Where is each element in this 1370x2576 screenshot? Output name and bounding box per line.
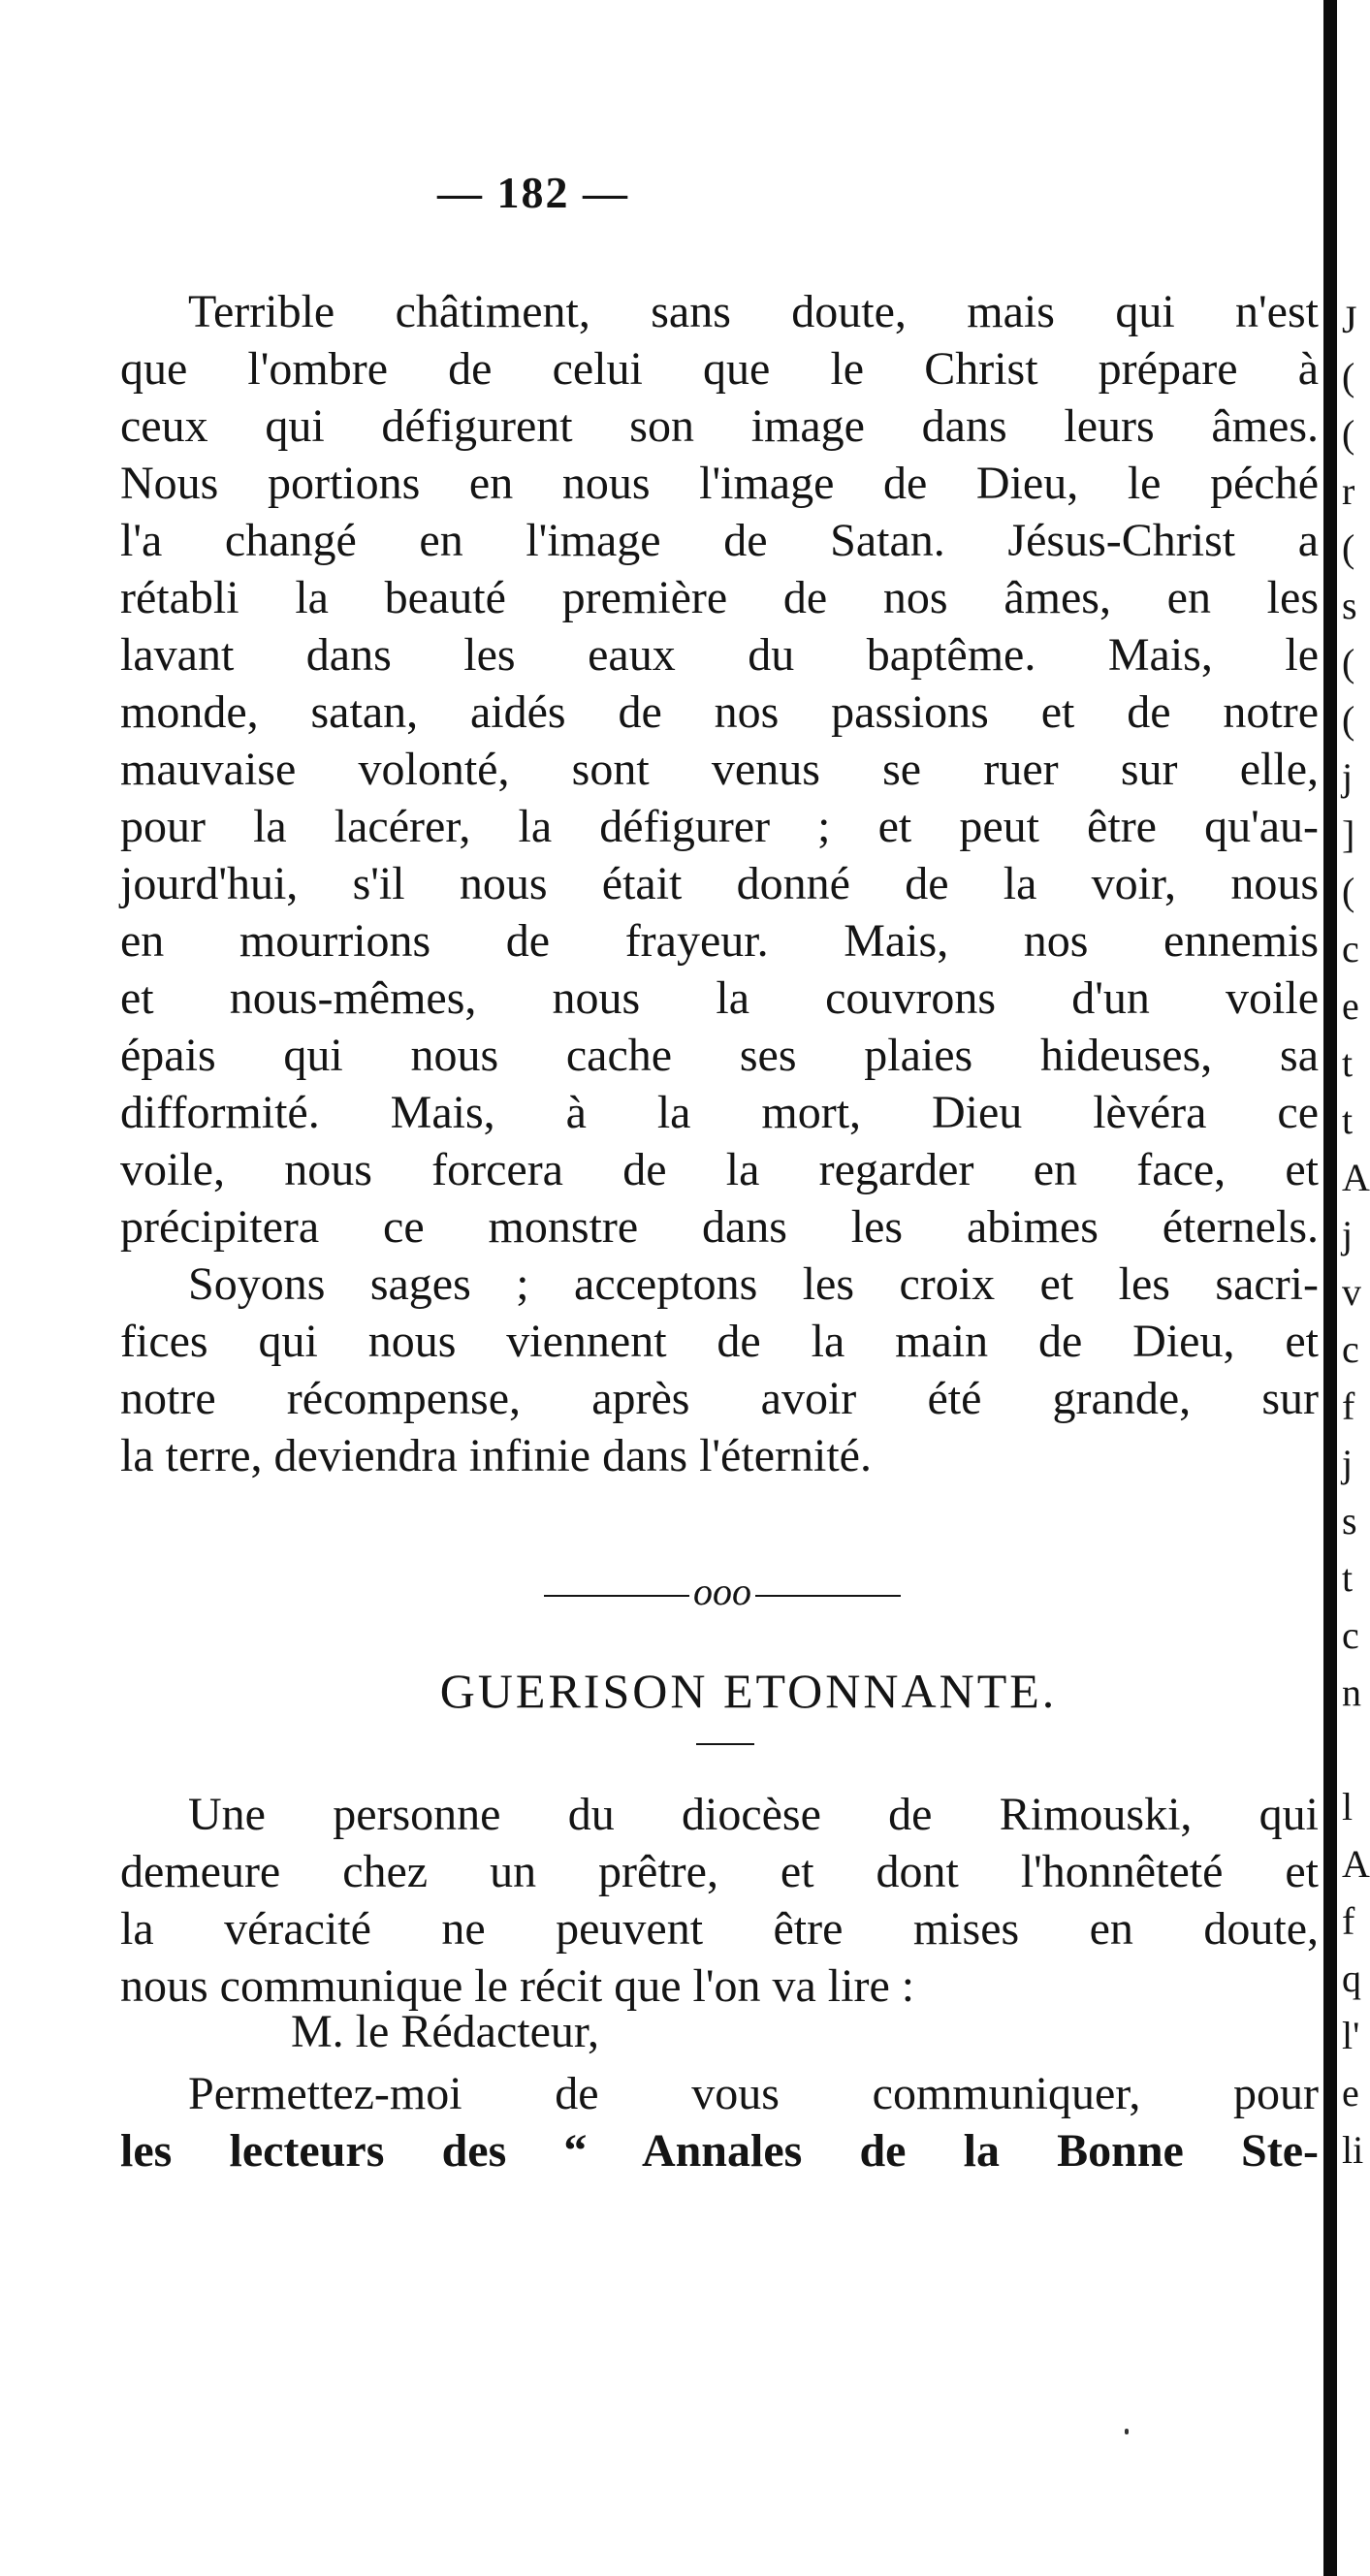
separator-rule-right <box>755 1595 901 1597</box>
text-line: Terrible châtiment, sans doute, mais qui n'est <box>188 286 1319 337</box>
edge-glyph: j <box>1342 755 1354 799</box>
text-line: jourd'hui, s'il nous était donné de la voir, nous <box>120 858 1319 909</box>
text-line: que l'ombre de celui que le Christ prépare à <box>120 343 1319 395</box>
edge-glyph: e <box>1342 2071 1359 2115</box>
edge-glyph: J <box>1342 298 1357 341</box>
edge-glyph: n <box>1342 1670 1361 1714</box>
text-line: les lecteurs des “ Annales de la Bonne Ste- <box>120 2125 1319 2177</box>
edge-glyph <box>1342 1721 1364 1778</box>
text-line: et nous-mêmes, nous la couvrons d'un voile <box>120 972 1319 1024</box>
edge-glyph: t <box>1342 1041 1354 1085</box>
page-number: — 182 — <box>437 168 629 217</box>
text-line: précipitera ce monstre dans les abimes éternels. <box>120 1201 1319 1253</box>
edge-glyph: ] <box>1342 812 1355 856</box>
edge-glyph: v <box>1342 1270 1361 1314</box>
text-line: pour la lacérer, la défigurer ; et peut être qu'au- <box>120 801 1319 852</box>
text-line: fices qui nous viennent de la main de Dieu, et <box>120 1316 1319 1367</box>
text-line: Nous portions en nous l'image de Dieu, le péché <box>120 458 1319 509</box>
edge-glyph: j <box>1342 1442 1354 1485</box>
edge-glyph: ( <box>1342 641 1355 684</box>
edge-glyph: f <box>1342 1384 1355 1428</box>
text-line: épais qui nous cache ses plaies hideuses, sa <box>120 1030 1319 1081</box>
letter-body <box>120 2065 1319 2179</box>
text-line: ceux qui défigurent son image dans leurs âmes. <box>120 400 1319 452</box>
edge-glyph: ( <box>1342 355 1355 398</box>
facing-page-edge-text <box>1342 291 1370 2178</box>
edge-glyph: q <box>1342 1956 1361 2000</box>
text-line: difformité. Mais, à la mort, Dieu lèvéra ce <box>120 1087 1319 1138</box>
edge-glyph: c <box>1342 1327 1359 1371</box>
text-line: Permettez-moi de vous communiquer, pour <box>188 2068 1319 2119</box>
text-line: demeure chez un prêtre, et dont l'honnêteté et <box>120 1846 1319 1897</box>
separator-rule-left <box>544 1595 689 1597</box>
edge-glyph: r <box>1342 469 1355 513</box>
edge-glyph: e <box>1342 984 1359 1028</box>
edge-glyph: li <box>1342 2128 1364 2172</box>
text-line: notre récompense, après avoir été grande, sur <box>120 1373 1319 1424</box>
text-line: nous communique le récit que l'on va lire : <box>120 1960 915 2012</box>
edge-glyph: l <box>1342 1785 1354 1829</box>
article-body-1 <box>120 283 1319 1484</box>
edge-glyph: s <box>1342 584 1357 627</box>
article-body-2 <box>120 1786 1319 2015</box>
edge-glyph: c <box>1342 1613 1359 1657</box>
text-line: la véracité ne peuvent être mises en doute, <box>120 1903 1319 1955</box>
separator-ornament: ooo <box>693 1570 751 1613</box>
heading-underline <box>696 1743 754 1745</box>
letter-salutation: M. le Rédacteur, <box>291 2006 599 2057</box>
edge-glyph: c <box>1342 927 1359 970</box>
edge-glyph: ( <box>1342 526 1355 570</box>
section-separator <box>514 1563 931 1621</box>
edge-glyph: t <box>1342 1098 1354 1142</box>
edge-glyph: A <box>1342 1842 1370 1886</box>
text-line: Soyons sages ; acceptons les croix et les sacri- <box>188 1258 1319 1310</box>
page-gutter-border <box>1323 0 1337 2576</box>
section-heading: GUERISON ETONNANTE. <box>439 1664 1058 1718</box>
text-line: lavant dans les eaux du baptême. Mais, le <box>120 629 1319 681</box>
edge-glyph: ( <box>1342 698 1355 742</box>
text-line: rétabli la beauté première de nos âmes, en les <box>120 572 1319 623</box>
text-line: voile, nous forcera de la regarder en face, et <box>120 1144 1319 1195</box>
edge-glyph: j <box>1342 1213 1354 1256</box>
text-line: l'a changé en l'image de Satan. Jésus-Christ a <box>120 515 1319 566</box>
edge-glyph: s <box>1342 1499 1357 1542</box>
text-line: en mourrions de frayeur. Mais, nos ennemis <box>120 915 1319 967</box>
edge-glyph: f <box>1342 1899 1355 1943</box>
text-line: la terre, deviendra infinie dans l'éternité. <box>120 1430 872 1481</box>
text-line: Une personne du diocèse de Rimouski, qui <box>188 1789 1319 1840</box>
edge-glyph: ( <box>1342 412 1355 456</box>
edge-glyph: A <box>1342 1156 1370 1199</box>
edge-glyph: t <box>1342 1556 1354 1600</box>
text-line: mauvaise volonté, sont venus se ruer sur elle, <box>120 744 1319 795</box>
edge-glyph: ( <box>1342 870 1355 913</box>
ink-speck <box>1125 2429 1129 2434</box>
edge-glyph: l' <box>1342 2014 1360 2057</box>
text-line: monde, satan, aidés de nos passions et de notre <box>120 686 1319 738</box>
